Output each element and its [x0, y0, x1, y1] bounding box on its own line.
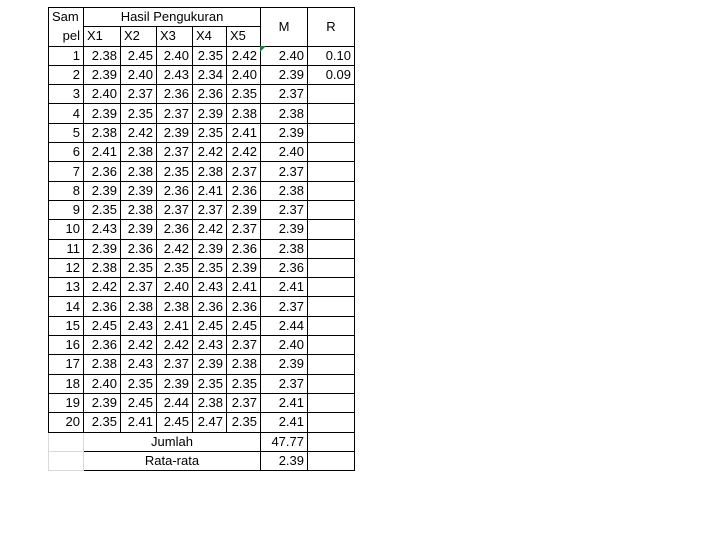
table-row — [49, 278, 355, 297]
measurement-cell-x1[interactable]: 2.39 — [84, 181, 121, 200]
mean-cell[interactable]: 2.36 — [261, 258, 308, 277]
table-row — [49, 200, 355, 219]
sample-number-cell[interactable]: 15 — [49, 316, 84, 335]
column-header-x4[interactable]: X4 — [193, 27, 227, 46]
sample-number-cell[interactable]: 8 — [49, 181, 84, 200]
range-cell[interactable] — [308, 162, 355, 181]
measurement-cell-x2[interactable]: 2.41 — [121, 413, 157, 432]
measurement-cell-x5[interactable]: 2.42 — [227, 143, 261, 162]
sample-header-top[interactable]: Sam — [49, 8, 84, 27]
sample-number-cell[interactable]: 20 — [49, 413, 84, 432]
measurement-cell-x2[interactable]: 2.38 — [121, 200, 157, 219]
measurement-cell-x1[interactable]: 2.39 — [84, 239, 121, 258]
measurement-cell-x2[interactable]: 2.35 — [121, 104, 157, 123]
table-row — [49, 46, 355, 65]
sum-blank-cell[interactable] — [49, 432, 84, 451]
measurement-cell-x3[interactable]: 2.37 — [157, 143, 193, 162]
mean-cell[interactable]: 2.41 — [261, 393, 308, 412]
measurement-table — [48, 7, 355, 471]
measurement-cell-x2[interactable]: 2.38 — [121, 297, 157, 316]
measurement-cell-x2[interactable]: 2.37 — [121, 85, 157, 104]
measurement-cell-x5[interactable]: 2.45 — [227, 316, 261, 335]
table-row — [49, 355, 355, 374]
mean-cell[interactable]: 2.38 — [261, 104, 308, 123]
table-row — [49, 220, 355, 239]
range-header[interactable]: R — [308, 8, 355, 47]
table-row — [49, 374, 355, 393]
measurement-cell-x4[interactable]: 2.43 — [193, 278, 227, 297]
measurement-cell-x1[interactable]: 2.38 — [84, 258, 121, 277]
mean-cell[interactable]: 2.37 — [261, 200, 308, 219]
sample-number-cell[interactable]: 11 — [49, 239, 84, 258]
measurement-cell-x2[interactable]: 2.45 — [121, 393, 157, 412]
mean-cell[interactable]: 2.41 — [261, 278, 308, 297]
range-cell[interactable] — [308, 297, 355, 316]
measurement-cell-x4[interactable]: 2.35 — [193, 374, 227, 393]
measurement-cell-x4[interactable]: 2.45 — [193, 316, 227, 335]
measurement-cell-x2[interactable]: 2.45 — [121, 46, 157, 65]
column-header-x3[interactable]: X3 — [157, 27, 193, 46]
range-cell[interactable] — [308, 104, 355, 123]
measurement-cell-x2[interactable]: 2.35 — [121, 258, 157, 277]
range-cell[interactable] — [308, 355, 355, 374]
measurement-cell-x4[interactable]: 2.43 — [193, 336, 227, 355]
measurement-cell-x3[interactable]: 2.45 — [157, 413, 193, 432]
range-cell[interactable]: 0.09 — [308, 65, 355, 84]
range-cell[interactable] — [308, 200, 355, 219]
measurement-cell-x5[interactable]: 2.40 — [227, 65, 261, 84]
measurement-cell-x5[interactable]: 2.36 — [227, 297, 261, 316]
average-label-cell[interactable]: Rata-rata — [84, 451, 261, 470]
measurement-cell-x3[interactable]: 2.36 — [157, 220, 193, 239]
measurement-cell-x4[interactable]: 2.42 — [193, 143, 227, 162]
measurement-cell-x4[interactable]: 2.41 — [193, 181, 227, 200]
column-header-x1[interactable]: X1 — [84, 27, 121, 46]
sample-number-cell[interactable]: 17 — [49, 355, 84, 374]
sum-label-cell[interactable]: Jumlah — [84, 432, 261, 451]
measurement-cell-x2[interactable]: 2.39 — [121, 220, 157, 239]
sample-number-cell[interactable]: 7 — [49, 162, 84, 181]
sample-number-cell[interactable]: 9 — [49, 200, 84, 219]
measurement-cell-x5[interactable]: 2.37 — [227, 393, 261, 412]
measurement-cell-x2[interactable]: 2.43 — [121, 355, 157, 374]
sample-number-cell[interactable]: 10 — [49, 220, 84, 239]
measurement-cell-x5[interactable]: 2.37 — [227, 162, 261, 181]
measurement-cell-x4[interactable]: 2.34 — [193, 65, 227, 84]
measurement-cell-x4[interactable]: 2.47 — [193, 413, 227, 432]
measurement-cell-x3[interactable]: 2.44 — [157, 393, 193, 412]
measurement-cell-x5[interactable]: 2.39 — [227, 200, 261, 219]
measurement-cell-x1[interactable]: 2.41 — [84, 143, 121, 162]
range-cell[interactable]: 0.10 — [308, 46, 355, 65]
measurement-cell-x2[interactable]: 2.37 — [121, 278, 157, 297]
measurement-cell-x3[interactable]: 2.36 — [157, 181, 193, 200]
mean-cell[interactable]: 2.37 — [261, 297, 308, 316]
measurement-cell-x1[interactable]: 2.39 — [84, 65, 121, 84]
measurement-cell-x1[interactable]: 2.35 — [84, 200, 121, 219]
measurement-cell-x3[interactable]: 2.37 — [157, 104, 193, 123]
mean-cell[interactable]: 2.39 — [261, 65, 308, 84]
measurement-cell-x5[interactable]: 2.41 — [227, 278, 261, 297]
measurement-cell-x1[interactable]: 2.40 — [84, 374, 121, 393]
mean-cell[interactable]: 2.39 — [261, 220, 308, 239]
measurement-cell-x5[interactable]: 2.35 — [227, 85, 261, 104]
mean-cell[interactable]: 2.44 — [261, 316, 308, 335]
measurement-cell-x1[interactable]: 2.38 — [84, 123, 121, 142]
sample-number-cell[interactable]: 12 — [49, 258, 84, 277]
sample-number-cell[interactable]: 13 — [49, 278, 84, 297]
table-row — [49, 65, 355, 84]
sample-number-cell[interactable]: 2 — [49, 65, 84, 84]
measurement-cell-x1[interactable]: 2.42 — [84, 278, 121, 297]
range-cell[interactable] — [308, 85, 355, 104]
measurement-cell-x4[interactable]: 2.36 — [193, 297, 227, 316]
range-cell[interactable] — [308, 278, 355, 297]
sample-number-cell[interactable]: 5 — [49, 123, 84, 142]
measurement-cell-x3[interactable]: 2.37 — [157, 200, 193, 219]
table-row — [49, 336, 355, 355]
range-cell[interactable] — [308, 143, 355, 162]
measurement-cell-x1[interactable]: 2.38 — [84, 46, 121, 65]
measurement-cell-x5[interactable]: 2.42 — [227, 46, 261, 65]
mean-cell[interactable]: 2.38 — [261, 239, 308, 258]
table-row — [49, 258, 355, 277]
range-cell[interactable] — [308, 181, 355, 200]
mean-header[interactable]: M — [261, 8, 308, 47]
mean-cell[interactable]: 2.40 — [261, 143, 308, 162]
sample-number-cell[interactable]: 14 — [49, 297, 84, 316]
measurement-cell-x1[interactable]: 2.36 — [84, 162, 121, 181]
measurement-cell-x5[interactable]: 2.36 — [227, 181, 261, 200]
measurement-cell-x2[interactable]: 2.42 — [121, 123, 157, 142]
average-value-cell[interactable]: 2.39 — [261, 451, 308, 470]
range-cell[interactable] — [308, 413, 355, 432]
measurement-cell-x5[interactable]: 2.37 — [227, 336, 261, 355]
table-row — [49, 85, 355, 104]
group-title-cell[interactable]: Hasil Pengukuran — [84, 8, 261, 27]
average-blank-cell[interactable] — [49, 451, 84, 470]
measurement-cell-x5[interactable]: 2.38 — [227, 104, 261, 123]
measurement-cell-x1[interactable]: 2.39 — [84, 393, 121, 412]
mean-cell[interactable]: 2.39 — [261, 355, 308, 374]
table-row — [49, 104, 355, 123]
measurement-cell-x2[interactable]: 2.42 — [121, 336, 157, 355]
measurement-cell-x4[interactable]: 2.39 — [193, 239, 227, 258]
measurement-cell-x3[interactable]: 2.39 — [157, 374, 193, 393]
measurement-cell-x3[interactable]: 2.42 — [157, 239, 193, 258]
range-cell[interactable] — [308, 220, 355, 239]
range-cell[interactable] — [308, 316, 355, 335]
measurement-cell-x4[interactable]: 2.39 — [193, 104, 227, 123]
sample-number-cell[interactable]: 1 — [49, 46, 84, 65]
measurement-cell-x3[interactable]: 2.41 — [157, 316, 193, 335]
measurement-cell-x3[interactable]: 2.38 — [157, 297, 193, 316]
table-row — [49, 393, 355, 412]
column-header-x5[interactable]: X5 — [227, 27, 261, 46]
measurement-cell-x4[interactable]: 2.35 — [193, 123, 227, 142]
measurement-cell-x4[interactable]: 2.38 — [193, 393, 227, 412]
measurement-cell-x1[interactable]: 2.36 — [84, 297, 121, 316]
measurement-cell-x2[interactable]: 2.36 — [121, 239, 157, 258]
table-row — [49, 316, 355, 335]
table-row — [49, 239, 355, 258]
sum-range-cell[interactable] — [308, 432, 355, 451]
measurement-cell-x2[interactable]: 2.38 — [121, 162, 157, 181]
measurement-cell-x5[interactable]: 2.35 — [227, 374, 261, 393]
measurement-cell-x3[interactable]: 2.43 — [157, 65, 193, 84]
measurement-cell-x4[interactable]: 2.38 — [193, 162, 227, 181]
measurement-cell-x3[interactable]: 2.35 — [157, 258, 193, 277]
measurement-cell-x2[interactable]: 2.38 — [121, 143, 157, 162]
measurement-cell-x5[interactable]: 2.38 — [227, 355, 261, 374]
cell-error-indicator-icon — [260, 46, 266, 52]
range-cell[interactable] — [308, 123, 355, 142]
measurement-cell-x4[interactable]: 2.39 — [193, 355, 227, 374]
table-row — [49, 297, 355, 316]
measurement-cell-x1[interactable]: 2.40 — [84, 85, 121, 104]
mean-cell[interactable]: 2.38 — [261, 181, 308, 200]
sample-number-cell[interactable]: 18 — [49, 374, 84, 393]
measurement-cell-x4[interactable]: 2.35 — [193, 258, 227, 277]
table-row — [49, 181, 355, 200]
measurement-cell-x1[interactable]: 2.45 — [84, 316, 121, 335]
measurement-cell-x2[interactable]: 2.43 — [121, 316, 157, 335]
measurement-cell-x5[interactable]: 2.37 — [227, 220, 261, 239]
measurement-cell-x5[interactable]: 2.41 — [227, 123, 261, 142]
header-row-1 — [49, 8, 355, 27]
sample-number-cell[interactable]: 16 — [49, 336, 84, 355]
column-header-x2[interactable]: X2 — [121, 27, 157, 46]
measurement-cell-x3[interactable]: 2.40 — [157, 46, 193, 65]
sample-header-bottom[interactable]: pel — [49, 27, 84, 46]
range-cell[interactable] — [308, 393, 355, 412]
measurement-cell-x5[interactable]: 2.36 — [227, 239, 261, 258]
range-cell[interactable] — [308, 374, 355, 393]
mean-cell[interactable]: 2.41 — [261, 413, 308, 432]
measurement-cell-x1[interactable]: 2.38 — [84, 355, 121, 374]
measurement-cell-x4[interactable]: 2.36 — [193, 85, 227, 104]
sample-number-cell[interactable]: 3 — [49, 85, 84, 104]
range-cell[interactable] — [308, 336, 355, 355]
measurement-cell-x2[interactable]: 2.35 — [121, 374, 157, 393]
range-cell[interactable] — [308, 258, 355, 277]
measurement-cell-x1[interactable]: 2.43 — [84, 220, 121, 239]
sample-number-cell[interactable]: 6 — [49, 143, 84, 162]
measurement-cell-x4[interactable]: 2.35 — [193, 46, 227, 65]
measurement-cell-x3[interactable]: 2.35 — [157, 162, 193, 181]
sample-number-cell[interactable]: 19 — [49, 393, 84, 412]
table-row — [49, 123, 355, 142]
mean-cell[interactable]: 2.37 — [261, 162, 308, 181]
measurement-cell-x1[interactable]: 2.35 — [84, 413, 121, 432]
measurement-cell-x3[interactable]: 2.42 — [157, 336, 193, 355]
mean-cell[interactable]: 2.40 — [261, 336, 308, 355]
measurement-cell-x5[interactable]: 2.39 — [227, 258, 261, 277]
average-row — [49, 451, 355, 470]
table-row — [49, 143, 355, 162]
measurement-cell-x3[interactable]: 2.40 — [157, 278, 193, 297]
sum-row — [49, 432, 355, 451]
measurement-cell-x3[interactable]: 2.37 — [157, 355, 193, 374]
measurement-cell-x4[interactable]: 2.42 — [193, 220, 227, 239]
range-cell[interactable] — [308, 239, 355, 258]
average-range-cell[interactable] — [308, 451, 355, 470]
measurement-cell-x3[interactable]: 2.36 — [157, 85, 193, 104]
sample-number-cell[interactable]: 4 — [49, 104, 84, 123]
measurement-cell-x2[interactable]: 2.39 — [121, 181, 157, 200]
mean-cell[interactable]: 2.37 — [261, 85, 308, 104]
mean-cell[interactable]: 2.37 — [261, 374, 308, 393]
measurement-cell-x4[interactable]: 2.37 — [193, 200, 227, 219]
measurement-cell-x1[interactable]: 2.39 — [84, 104, 121, 123]
mean-cell[interactable]: 2.40 — [261, 46, 308, 65]
sum-value-cell[interactable]: 47.77 — [261, 432, 308, 451]
measurement-cell-x5[interactable]: 2.35 — [227, 413, 261, 432]
table-row — [49, 413, 355, 432]
measurement-cell-x2[interactable]: 2.40 — [121, 65, 157, 84]
mean-cell[interactable]: 2.39 — [261, 123, 308, 142]
measurement-cell-x1[interactable]: 2.36 — [84, 336, 121, 355]
table-row — [49, 162, 355, 181]
measurement-cell-x3[interactable]: 2.39 — [157, 123, 193, 142]
